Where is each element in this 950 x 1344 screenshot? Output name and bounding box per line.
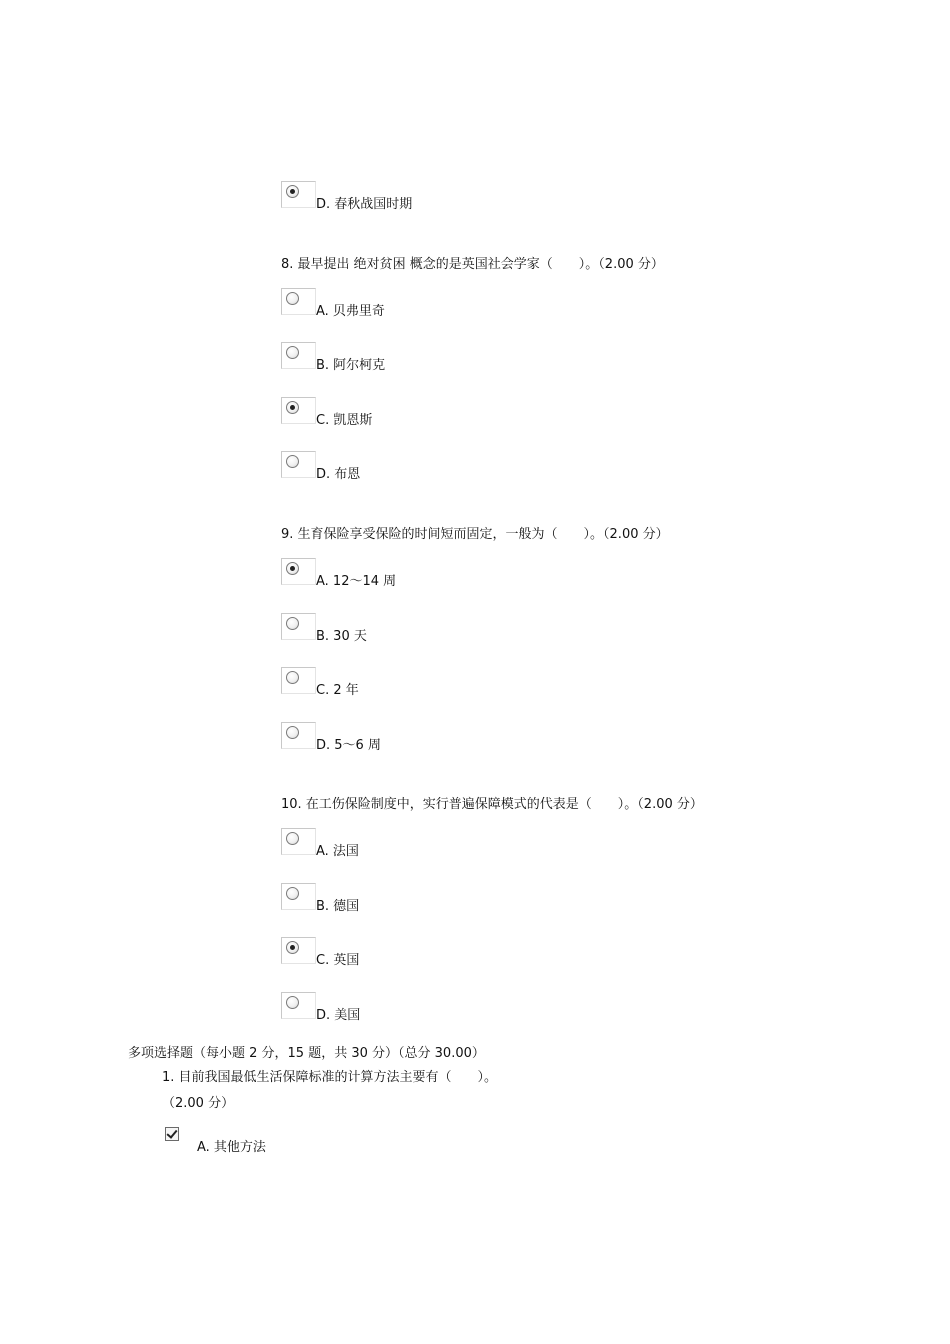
radio-button-icon[interactable] [286,346,299,359]
option-label: B. 德国 [316,899,360,914]
option-label: A. 12～14 周 [316,574,397,589]
radio-button-icon[interactable] [286,292,299,305]
radio-frame [281,883,316,910]
radio-button-selected-icon[interactable] [286,185,299,198]
radio-frame [281,937,316,964]
option-label: D. 春秋战国时期 [316,197,413,212]
radio-button-icon[interactable] [286,996,299,1009]
radio-frame [281,397,316,424]
radio-button-icon[interactable] [286,617,299,630]
option-label: D. 布恩 [316,467,361,482]
radio-frame [281,342,316,369]
option-label: B. 30 天 [316,629,367,644]
multi-question-1-text: 1. 目前我国最低生活保障标准的计算方法主要有（ ）。 [162,1070,498,1085]
option-label: C. 英国 [316,953,360,968]
question-8-text: 8. 最早提出 绝对贫困 概念的是英国社会学家（ ）。（2.00 分） [281,257,664,272]
option-label: C. 凯恩斯 [316,413,373,428]
option-label: C. 2 年 [316,683,359,698]
radio-button-icon[interactable] [286,887,299,900]
radio-button-icon[interactable] [286,832,299,845]
radio-frame [281,288,316,315]
radio-frame [281,181,316,208]
radio-frame [281,451,316,478]
radio-frame [281,613,316,640]
option-label: A. 贝弗里奇 [316,304,385,319]
checkbox-checked-icon[interactable] [165,1127,179,1141]
option-label: D. 5～6 周 [316,738,381,753]
radio-frame [281,828,316,855]
radio-frame [281,722,316,749]
radio-button-icon[interactable] [286,455,299,468]
radio-frame [281,558,316,585]
question-9-text: 9. 生育保险享受保险的时间短而固定，一般为（ ）。（2.00 分） [281,527,669,542]
multi-question-1-score: （2.00 分） [162,1096,235,1111]
section-title: 多项选择题（每小题 2 分，15 题，共 30 分）（总分 30.00） [128,1046,485,1061]
option-label: A. 法国 [316,844,359,859]
option-label: B. 阿尔柯克 [316,358,386,373]
radio-button-icon[interactable] [286,726,299,739]
radio-frame [281,992,316,1019]
option-label: D. 美国 [316,1008,361,1023]
multi-option-a-label: A. 其他方法 [197,1140,266,1155]
question-10-text: 10. 在工伤保险制度中，实行普遍保障模式的代表是（ ）。（2.00 分） [281,797,703,812]
radio-button-icon[interactable] [286,671,299,684]
radio-button-selected-icon[interactable] [286,562,299,575]
radio-button-selected-icon[interactable] [286,941,299,954]
radio-frame [281,667,316,694]
radio-button-selected-icon[interactable] [286,401,299,414]
